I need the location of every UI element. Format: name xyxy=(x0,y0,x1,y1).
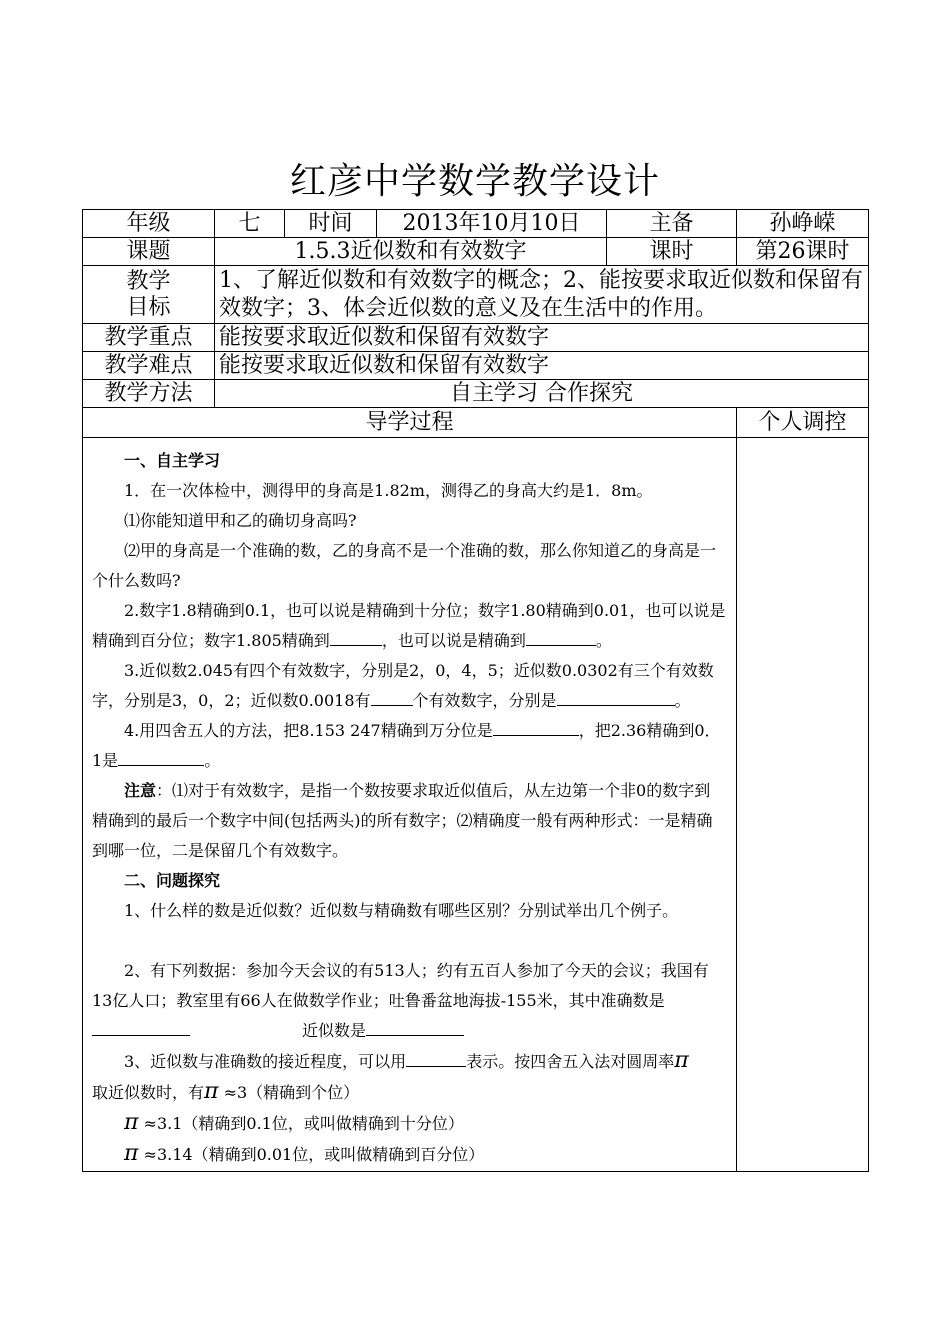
q4-text-b: ，把2.36精确到0．1是 xyxy=(92,721,721,770)
p2-text-a: 2、有下列数据：参加今天会议的有513人；约有五百人参加了今天的会议；我国有13亿人口；教室里有66人在做数学作业；吐鲁番盆地海拔-155米，其中准确数是 xyxy=(92,961,709,1010)
p3-text-d: ≈3（精确到个位） xyxy=(218,1083,360,1102)
q2-text-c: 。 xyxy=(595,631,612,650)
section-inquiry-title: 二、问题探究 xyxy=(124,871,221,890)
control-header: 个人调控 xyxy=(737,408,869,438)
pi-symbol: π xyxy=(674,1048,689,1073)
page-title: 红彦中学数学教学设计 xyxy=(289,161,660,202)
q4-blank-1[interactable] xyxy=(493,717,579,736)
grade-value: 七 xyxy=(215,210,285,238)
topic-label: 课题 xyxy=(83,238,215,266)
pi-symbol: π xyxy=(124,1141,139,1166)
goal-value: 1、了解近似数和有效数字的概念；2、能按要求取近似数和保留有效数字；3、体会近似数的意义及在生活中的作用。 xyxy=(215,266,869,324)
topic-value: 1.5.3近似数和有效数字 xyxy=(215,238,607,266)
q4-text-c: 。 xyxy=(204,751,221,770)
problem-1: 1、什么样的数是近似数？近似数与精确数有哪些区别？分别试举出几个例子。 xyxy=(124,901,679,920)
problem-2 xyxy=(92,956,726,1046)
process-header: 导学过程 xyxy=(83,408,737,438)
p3-text-c: 取近似数时，有 xyxy=(92,1083,205,1102)
method-value: 自主学习 合作探究 xyxy=(215,380,869,408)
goal-label-line-2: 目标 xyxy=(126,294,171,320)
time-value: 2013年10月10日 xyxy=(377,210,607,238)
key-value: 能按要求取近似数和保留有效数字 xyxy=(215,324,869,352)
period-label: 课时 xyxy=(607,238,737,266)
question-3 xyxy=(92,656,726,716)
question-1: 1．在一次体检中，测得甲的身高是1.82m，测得乙的身高大约是1．8m。 xyxy=(124,481,653,500)
pi-approx-hundredths xyxy=(92,1139,726,1170)
note-text: ：⑴对于有效数字，是指一个数按要求取近似值后，从左边第一个非0的数字到精确到的最后一个数字中间(包括两头)的所有数字；⑵精确度一般有两种形式：一是精确到哪一位，二是保留几个有效数字。 xyxy=(92,781,713,860)
control-cell xyxy=(737,438,869,1172)
goal-label-line-1: 教学 xyxy=(126,268,171,294)
pi-approx-tenths-text: ≈3.1（精确到0.1位，或叫做精确到十分位） xyxy=(138,1114,464,1133)
question-4 xyxy=(92,716,726,776)
pi-approx-tenths xyxy=(92,1108,726,1139)
q3-text-a: 3.近似数2.045有四个有效数字，分别是2，0，4，5；近似数0.0302有三个有效数字，分别是3，0，2；近似数0.0018有 xyxy=(92,661,714,710)
pi-symbol: π xyxy=(204,1079,219,1104)
q4-text-a: 4.用四舍五人的方法，把8.153 247精确到万分位是 xyxy=(124,721,493,740)
grade-label: 年级 xyxy=(83,210,215,238)
q3-blank-2[interactable] xyxy=(557,687,675,706)
p3-text-a: 3、近似数与准确数的接近程度，可以用 xyxy=(124,1052,407,1071)
p2-blank-2[interactable] xyxy=(366,1017,464,1036)
time-label: 时间 xyxy=(285,210,377,238)
goal-label xyxy=(83,266,215,324)
process-content xyxy=(82,440,736,1174)
pi-approx-hundredths-text: ≈3.14（精确到0.01位，或叫做精确到百分位） xyxy=(138,1145,485,1164)
question-2 xyxy=(92,596,726,656)
q3-text-c: 。 xyxy=(674,691,691,710)
note-label: 注意 xyxy=(124,781,157,800)
q3-text-b: 个有效数字，分别是 xyxy=(412,691,557,710)
q2-text-b: ，也可以说是精确到 xyxy=(381,631,526,650)
author-value: 孙峥嵘 xyxy=(737,210,869,238)
problem-3-line-2 xyxy=(92,1077,726,1108)
q2-text-a: 2.数字1.8精确到0.1，也可以说是精确到十分位；数字1.80精确到0.01，也可以说是精确到百分位；数字1.805精确到 xyxy=(92,601,726,650)
problem-3 xyxy=(92,1046,726,1077)
question-1a: ⑴你能知道甲和乙的确切身高吗? xyxy=(124,511,357,530)
difficulty-value: 能按要求取近似数和保留有效数字 xyxy=(215,352,869,380)
section-self-study-title: 一、自主学习 xyxy=(124,451,221,470)
p2-blank-1[interactable] xyxy=(92,1017,190,1036)
difficulty-label: 教学难点 xyxy=(83,352,215,380)
question-1b: ⑵甲的身高是一个准确的数，乙的身高不是一个准确的数，那么你知道乙的身高是一个什么数吗? xyxy=(92,541,717,590)
author-label: 主备 xyxy=(607,210,737,238)
p3-text-b: 表示。按四舍五入法对圆周率 xyxy=(466,1052,675,1071)
note xyxy=(92,776,726,866)
q3-blank-1[interactable] xyxy=(371,687,413,706)
p2-text-b: 近似数是 xyxy=(302,1021,367,1040)
q4-blank-2[interactable] xyxy=(118,747,204,766)
method-label: 教学方法 xyxy=(83,380,215,408)
period-value: 第26课时 xyxy=(737,238,869,266)
key-label: 教学重点 xyxy=(83,324,215,352)
q2-blank-2[interactable] xyxy=(526,627,596,646)
q2-blank-1[interactable] xyxy=(330,627,382,646)
pi-symbol: π xyxy=(124,1110,139,1135)
p3-blank[interactable] xyxy=(406,1048,466,1067)
